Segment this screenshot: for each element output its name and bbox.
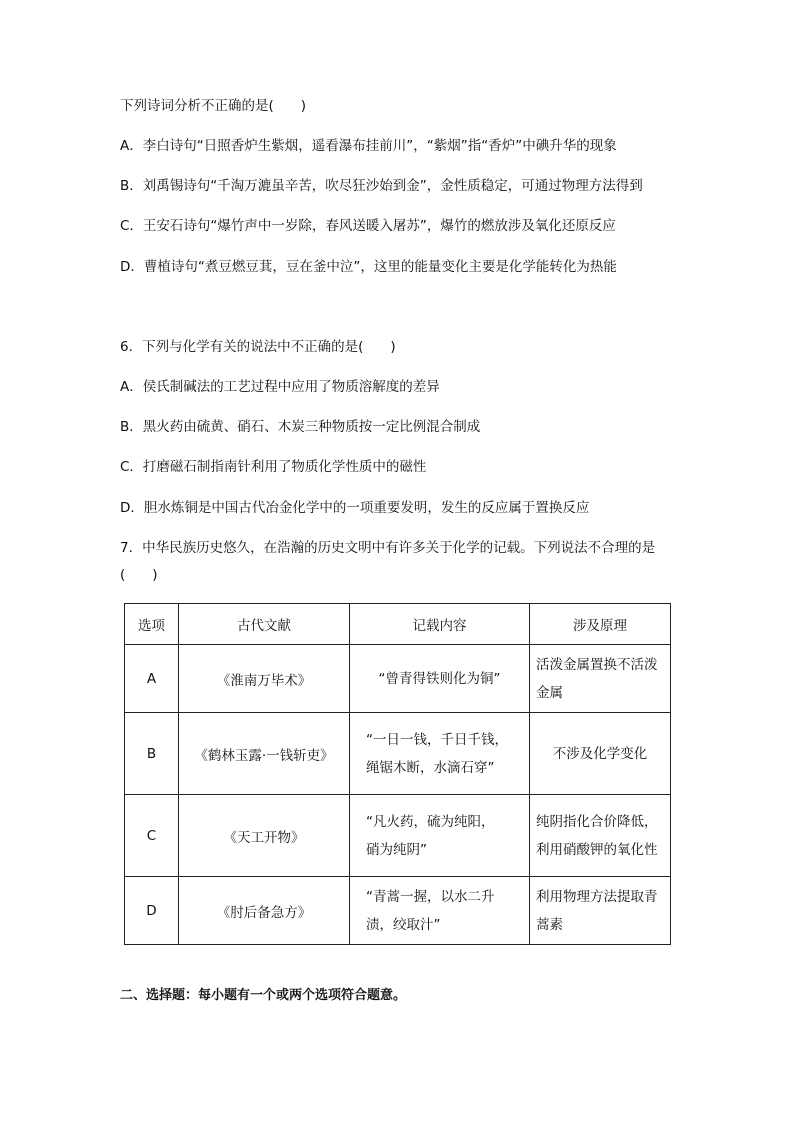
principle-line: 利用硝酸钾的氧化性 <box>536 841 658 858</box>
principle-line: 活泼金属置换不活泼 <box>536 656 658 673</box>
row-principle <box>530 713 671 795</box>
table-row <box>125 645 671 713</box>
row-option: C <box>125 795 179 877</box>
row-content <box>350 645 530 713</box>
table-row <box>125 713 671 795</box>
row-source: 《肘后备急方》 <box>179 877 350 945</box>
q6-option-c: C．打磨磁石制指南针利用了物质化学性质中的磁性 <box>120 459 427 475</box>
content-line: “曾青得铁则化为铜” <box>378 670 501 687</box>
q6-stem: 6．下列与化学有关的说法中不正确的是( ) <box>120 339 396 355</box>
row-content <box>350 713 530 795</box>
content-line: “青蒿一握，以水二升 <box>366 888 495 905</box>
content-line: 硝为纯阴” <box>366 841 427 858</box>
principle-line: 纯阴指化合价降低， <box>536 813 658 830</box>
row-option: A <box>125 645 179 713</box>
principle-line: 蒿素 <box>536 916 563 933</box>
row-content <box>350 795 530 877</box>
q5-option-d: D．曹植诗句“煮豆燃豆萁，豆在釜中泣”，这里的能量变化主要是化学能转化为热能 <box>120 259 617 275</box>
q5-stem: 下列诗词分析不正确的是( ) <box>120 98 307 114</box>
row-principle <box>530 877 671 945</box>
row-source: 《鹤林玉露·一钱斩吏》 <box>179 713 350 795</box>
principle-line: 利用物理方法提取青 <box>536 888 658 905</box>
q5-option-b: B．刘禹锡诗句“千淘万漉虽辛苦，吹尽狂沙始到金”，金性质稳定，可通过物理方法得到 <box>120 178 643 194</box>
row-principle <box>530 645 671 713</box>
principle-line: 金属 <box>536 684 563 701</box>
q6-option-d: D．胆水炼铜是中国古代冶金化学中的一项重要发明，发生的反应属于置换反应 <box>120 500 590 516</box>
q6-option-a: A．侯氏制碱法的工艺过程中应用了物质溶解度的差异 <box>120 379 440 395</box>
header-option: 选项 <box>125 604 179 645</box>
q7-table <box>124 603 671 945</box>
principle-line: 不涉及化学变化 <box>552 745 648 762</box>
row-option: D <box>125 877 179 945</box>
q5-option-a: A．李白诗句“日照香炉生紫烟，遥看瀑布挂前川”，“紫烟”指“香炉”中碘升华的现象 <box>120 138 617 154</box>
header-principle: 涉及原理 <box>530 604 671 645</box>
table-row <box>125 795 671 877</box>
row-source: 《天工开物》 <box>179 795 350 877</box>
q6-option-b: B．黑火药由硫黄、硝石、木炭三种物质按一定比例混合制成 <box>120 419 481 435</box>
section-2-heading: 二、选择题：每小题有一个或两个选项符合题意。 <box>120 988 407 1003</box>
q7-table-header-row <box>125 604 671 645</box>
content-line: “凡火药，硫为纯阳， <box>366 813 495 830</box>
table-row <box>125 877 671 945</box>
content-line: “一日一钱，千日千钱， <box>366 731 508 748</box>
q5-option-c: C．王安石诗句“爆竹声中一岁除，春风送暖入屠苏”，爆竹的燃放涉及氧化还原反应 <box>120 218 616 234</box>
row-source: 《淮南万毕术》 <box>179 645 350 713</box>
header-source: 古代文献 <box>179 604 350 645</box>
row-option: B <box>125 713 179 795</box>
header-content: 记载内容 <box>350 604 530 645</box>
row-principle <box>530 795 671 877</box>
q7-stem-line2: ( ) <box>120 567 158 583</box>
content-line: 绳锯木断，水滴石穿” <box>366 759 495 776</box>
row-content <box>350 877 530 945</box>
q7-stem-line1: 7．中华民族历史悠久，在浩瀚的历史文明中有许多关于化学的记载。下列说法不合理的是 <box>120 540 656 556</box>
content-line: 渍，绞取汁” <box>366 916 441 933</box>
